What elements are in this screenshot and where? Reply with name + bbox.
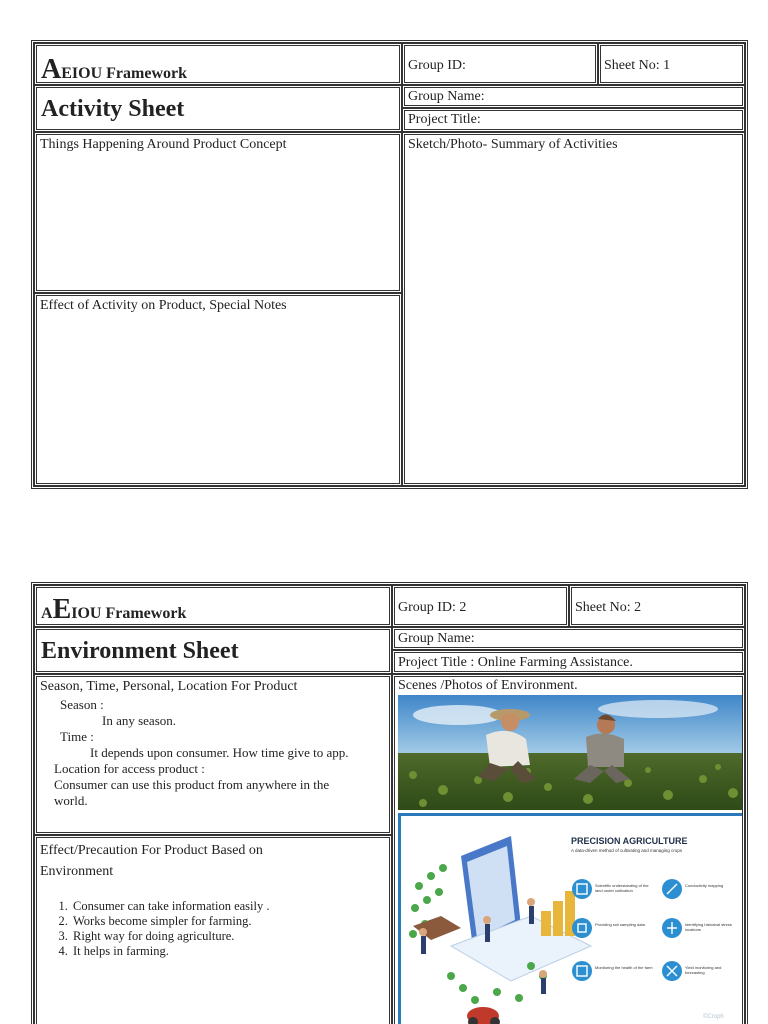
season-line: In any season.	[102, 713, 177, 728]
group-id-cell	[392, 585, 569, 627]
effect-label-line2: Environment	[40, 864, 114, 879]
scenes-cell	[392, 674, 745, 1024]
season-line: It depends upon consumer. How time give to app.	[90, 745, 349, 760]
season-line: world.	[54, 793, 88, 808]
things-label: Things Happening Around Product Concept	[40, 137, 287, 152]
project-title-cell	[392, 650, 745, 674]
framework-title: AEIOU Framework	[34, 585, 392, 627]
scenes-label: Scenes /Photos of Environment.	[398, 678, 578, 693]
season-line: Consumer can use this product from anywhere in the	[54, 777, 330, 792]
infographic-watermark: ©Croph	[703, 1014, 724, 1020]
project-title: Project Title : Online Farming Assistance.	[398, 655, 633, 670]
infographic-item: Yield monitoring and forecasting	[685, 965, 722, 975]
framework-title: AEIOU Framework	[34, 43, 402, 85]
season-label: Season, Time, Personal, Location For Product	[40, 679, 298, 694]
infographic-title: PRECISION AGRICULTURE	[571, 836, 688, 846]
effect-label-line1: Effect/Precaution For Product Based on	[40, 843, 263, 858]
sheet-no: Sheet No: 1	[604, 58, 671, 73]
environment-sheet	[31, 582, 748, 1024]
sheet-no: Sheet No: 2	[575, 600, 642, 615]
sheet-title: Activity Sheet	[34, 85, 402, 132]
season-details	[37, 697, 389, 809]
effect-cell	[34, 293, 402, 486]
farmers-photo-image	[398, 695, 745, 810]
sketch-cell	[402, 132, 745, 486]
infographic-item: Conductivity mapping	[685, 883, 724, 888]
farmers-photo	[398, 695, 745, 810]
group-id: Group ID:	[408, 58, 466, 73]
sketch-label: Sketch/Photo- Summary of Activities	[408, 137, 618, 152]
things-happening-cell	[34, 132, 402, 293]
effect-list	[71, 899, 389, 959]
infographic-item: Monitoring the health of the farm	[595, 965, 653, 970]
sheet-title: Environment Sheet	[34, 627, 392, 674]
infographic-item: Providing soil sampling data	[595, 922, 645, 927]
sheet-no-cell	[569, 585, 745, 627]
list-item: 3. Right way for doing agriculture.	[71, 929, 389, 944]
effect-label: Effect of Activity on Product, Special Notes	[40, 298, 287, 313]
project-title-cell	[402, 108, 745, 132]
group-id: Group ID: 2	[398, 600, 467, 615]
activity-sheet	[31, 40, 748, 489]
sheet-no-cell	[598, 43, 745, 85]
group-id-cell	[402, 43, 598, 85]
group-name-cell	[392, 627, 745, 650]
infographic-item: Scientific understanding of the land under cultivation	[595, 883, 649, 893]
list-item: 1. Consumer can take information easily .	[71, 899, 389, 914]
group-name: Group Name:	[408, 89, 485, 104]
group-name: Group Name:	[398, 631, 475, 646]
season-cell	[34, 674, 392, 835]
group-name-cell	[402, 85, 745, 108]
precision-agriculture-infographic	[398, 813, 745, 1024]
list-item: 2. Works become simpler for farming.	[71, 914, 389, 929]
infographic-item: Identifying historical stress locations	[685, 922, 732, 932]
season-line: Time :	[60, 729, 94, 744]
season-line: Season :	[60, 697, 104, 712]
project-title: Project Title:	[408, 112, 481, 127]
effect-cell	[34, 835, 392, 1024]
season-line: Location for access product :	[54, 761, 205, 776]
list-item: 4. It helps in farming.	[71, 944, 389, 959]
infographic-subtitle: A data-driven method of cultivating and managing crops	[571, 848, 683, 853]
